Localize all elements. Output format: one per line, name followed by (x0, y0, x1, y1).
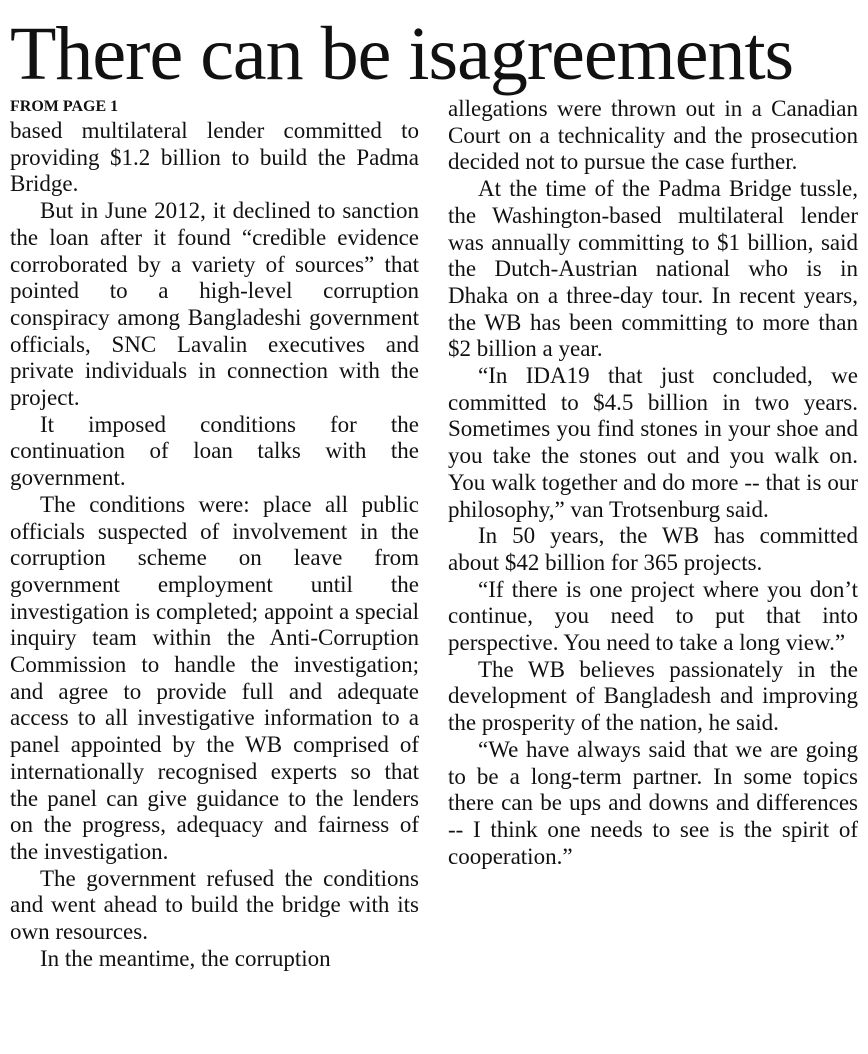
paragraph: The conditions were: place all public officials suspected of involvement in the corruption scheme on leave from government employment until the investigation is completed; appoint a special inquiry team within the Anti-Corruption Commission to handle the investigation; and agree to provide full and adequate access to all investigative information to a panel appointed by the WB comprised of internationally recognised experts so that the panel can give guidance to the lenders on the progress, adequacy and fairness of the investigation. (10, 491, 419, 864)
paragraph: In 50 years, the WB has committed about $42 billion for 365 projects. (448, 523, 858, 575)
paragraph: “In IDA19 that just concluded, we committed to $4.5 billion in two years. Sometimes you find stones in your shoe and you take the stones out and you walk on. You walk together and do more -- that is our philosophy,” van Trotsenburg said. (448, 363, 858, 522)
paragraph: At the time of the Padma Bridge tussle, the Washington-based multilateral lender was annually committing to $1 billion, said the Dutch-Austrian national who is in Dhaka on a three-day tour. In recent years, the WB has been committing to more than $2 billion a year. (448, 176, 858, 362)
paragraph: In the meantime, the corruption (40, 945, 331, 971)
continuation-kicker: FROM PAGE 1 (10, 98, 119, 115)
paragraph: “We have always said that we are going to be a long-term partner. In some topics there can be ups and downs and differences -- I think one needs to see is the spirit of cooperation.” (448, 736, 858, 869)
paragraph: But in June 2012, it declined to sanction the loan after it found “credible evidence corroborated by a variety of sources” that pointed to a high-level corruption conspiracy among Bangladeshi government officials, SNC Lavalin executives and private individuals in connection with the project. (10, 198, 419, 411)
paragraph: “If there is one project where you don’t continue, you need to put that into perspective. You need to take a long view.” (448, 576, 858, 656)
article-column-right (448, 96, 858, 870)
paragraph: It imposed conditions for the continuation of loan talks with the government. (10, 411, 419, 491)
article-column-left (10, 96, 419, 973)
paragraph: allegations were thrown out in a Canadian Court on a technicality and the prosecution decided not to pursue the case further. (448, 96, 858, 175)
paragraph: The government refused the conditions and went ahead to build the bridge with its own resources. (10, 865, 419, 945)
headline: There can be isagreements (10, 12, 794, 96)
paragraph: based multilateral lender committed to providing $1.2 billion to build the Padma Bridge. (10, 118, 419, 197)
paragraph: The WB believes passionately in the development of Bangladesh and improving the prosperity of the nation, he said. (448, 656, 858, 736)
